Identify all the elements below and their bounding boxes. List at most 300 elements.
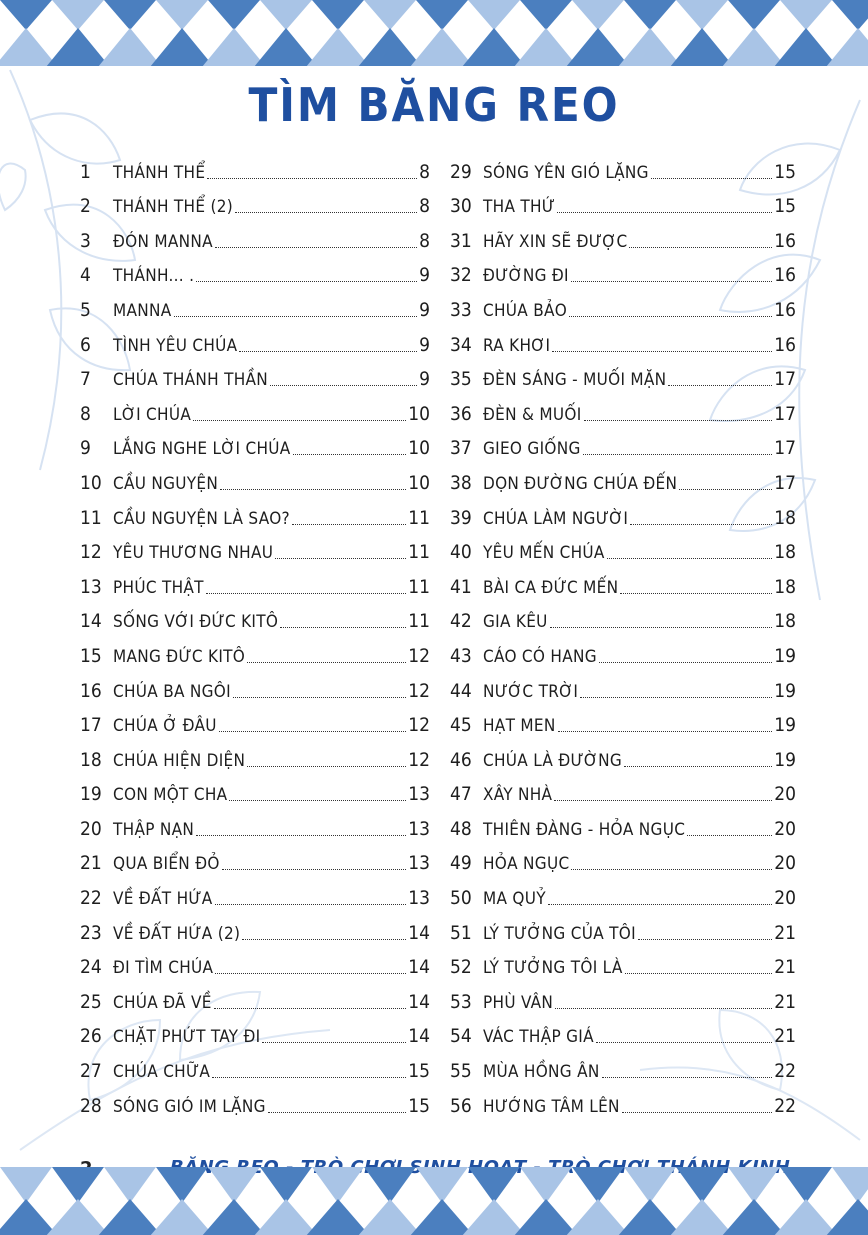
toc-entry-number: 42 [450, 610, 472, 633]
toc-entry-page: 8 [419, 229, 430, 252]
toc-entry-page: 22 [774, 1060, 796, 1083]
toc-entry-title: HỎA NGỤC [483, 854, 570, 875]
toc-entry-page: 22 [774, 1094, 796, 1117]
toc-entry [450, 739, 796, 774]
toc-entry-number: 56 [450, 1094, 472, 1117]
toc-entry-number: 41 [450, 575, 472, 598]
toc-entry-page: 13 [408, 852, 430, 875]
dot-leader [215, 973, 406, 974]
border-triangle [255, 28, 317, 66]
toc-entry [80, 1050, 430, 1085]
border-triangle [515, 1199, 577, 1235]
toc-entry [450, 601, 796, 636]
toc-entry-page: 9 [419, 368, 430, 391]
toc-entry-number: 6 [80, 333, 91, 356]
toc-entry-page: 9 [419, 264, 430, 287]
toc-entry-page: 17 [774, 402, 796, 425]
dot-leader [558, 731, 773, 732]
toc-entry-title: CHÚA BẢO [483, 300, 568, 321]
toc-entry [80, 359, 430, 394]
toc-entry-number: 10 [80, 471, 102, 494]
toc-entry [450, 1050, 796, 1085]
toc-entry-page: 10 [408, 437, 430, 460]
toc-entry-title: CON MỘT CHA [113, 785, 228, 806]
toc-entry-page: 15 [774, 195, 796, 218]
toc-entry-number: 45 [450, 714, 472, 737]
toc-entry-page: 21 [774, 990, 796, 1013]
toc-entry-title: VỀ ĐẤT HỨA [113, 889, 213, 910]
toc-left-column [80, 151, 430, 1120]
border-triangle [260, 0, 312, 30]
toc-entry-number: 4 [80, 264, 91, 287]
toc-entry-number: 18 [80, 748, 102, 771]
dot-leader [607, 558, 773, 559]
toc-entry-title: TÌNH YÊU CHÚA [113, 335, 238, 356]
toc-entry-page: 21 [774, 921, 796, 944]
dot-leader [571, 281, 772, 282]
toc-entry-page: 12 [408, 748, 430, 771]
dot-leader [262, 1042, 406, 1043]
toc-entry-title: GIA KÊU [483, 612, 548, 633]
toc-entry-number: 54 [450, 1025, 472, 1048]
toc-entry [450, 359, 796, 394]
toc-entry-title: CẦU NGUYỆN [113, 473, 219, 494]
toc-entry-title: CHÚA LÀ ĐƯỜNG [483, 750, 623, 771]
toc-entry [80, 635, 430, 670]
dot-leader [599, 662, 772, 663]
toc-entry-title: XÂY NHÀ [483, 785, 553, 806]
border-triangle [463, 1199, 525, 1235]
border-triangle [468, 0, 520, 30]
toc-entry-page: 19 [774, 714, 796, 737]
toc-entry-title: SÓNG YÊN GIÓ LẶNG [483, 162, 649, 183]
toc-entry-title: ĐÈN SÁNG - MUỐI MẶN [483, 370, 667, 391]
toc-entry-title: THA THỨ [483, 197, 556, 218]
border-triangle [0, 1199, 57, 1235]
toc-entry-page: 17 [774, 368, 796, 391]
toc-entry [450, 877, 796, 912]
toc-entry [80, 877, 430, 912]
dot-leader [580, 697, 772, 698]
toc-entry-number: 44 [450, 679, 472, 702]
toc-entry-number: 8 [80, 402, 91, 425]
border-triangle [151, 28, 213, 66]
toc-entry-number: 1 [80, 160, 91, 183]
toc-entry-page: 19 [774, 679, 796, 702]
border-triangle [780, 0, 832, 30]
toc-entry [80, 497, 430, 532]
dot-leader [668, 385, 772, 386]
dot-leader [622, 1112, 772, 1113]
dot-leader [602, 1077, 773, 1078]
toc-entry-title: CHÚA ĐÃ VỀ [113, 992, 212, 1013]
dot-leader [557, 212, 772, 213]
toc-entry-page: 20 [774, 817, 796, 840]
border-triangle [567, 1199, 629, 1235]
toc-entry-number: 19 [80, 783, 102, 806]
dot-leader [624, 766, 772, 767]
border-triangle [468, 1167, 520, 1203]
dot-leader [293, 454, 407, 455]
toc-entry [80, 289, 430, 324]
toc-entry-page: 15 [408, 1060, 430, 1083]
border-triangle [99, 28, 161, 66]
dot-leader [550, 627, 773, 628]
toc-entry-number: 13 [80, 575, 102, 598]
toc-entry [450, 774, 796, 809]
toc-entry-number: 27 [80, 1060, 102, 1083]
toc-entry-title: ĐÈN & MUỐI [483, 404, 582, 425]
toc-entry-number: 17 [80, 714, 102, 737]
toc-entry-number: 48 [450, 817, 472, 840]
border-triangle [780, 1167, 832, 1203]
toc-entry [80, 981, 430, 1016]
dot-leader [215, 247, 417, 248]
toc-entry-number: 29 [450, 160, 472, 183]
toc-entry-title: CHÚA LÀM NGƯỜI [483, 508, 629, 529]
toc-entry [450, 705, 796, 740]
toc-entry [450, 462, 796, 497]
border-triangle [775, 1199, 837, 1235]
dot-leader [207, 178, 417, 179]
toc-entry [80, 532, 430, 567]
toc-entry-number: 26 [80, 1025, 102, 1048]
border-triangle [307, 28, 369, 66]
toc-entry-title: CHÚA HIỆN DIỆN [113, 750, 246, 771]
toc-entry [450, 324, 796, 359]
dot-leader [212, 1077, 406, 1078]
border-triangle [520, 0, 572, 30]
toc-entry-number: 24 [80, 956, 102, 979]
toc-entry-page: 8 [419, 160, 430, 183]
toc-entry-number: 43 [450, 644, 472, 667]
dot-leader [584, 420, 773, 421]
toc-entry-page: 21 [774, 1025, 796, 1048]
border-triangle [156, 0, 208, 30]
toc-entry [450, 808, 796, 843]
border-triangle [208, 0, 260, 30]
toc-entry [80, 255, 430, 290]
toc-entry-title: ĐÓN MANNA [113, 231, 213, 252]
toc-entry [80, 393, 430, 428]
toc-entry [450, 1016, 796, 1051]
toc-entry-page: 19 [774, 644, 796, 667]
dot-leader [554, 800, 772, 801]
border-triangle [827, 1199, 868, 1235]
toc-entry-title: MANG ĐỨC KITÔ [113, 646, 246, 667]
toc-entry-number: 37 [450, 437, 472, 460]
toc-entry [80, 912, 430, 947]
toc-entry [80, 324, 430, 359]
toc-entry-title: THÁNH THỂ (2) [113, 197, 234, 218]
border-triangle [312, 0, 364, 30]
page-title: TÌM BĂNG REO [248, 78, 620, 132]
border-triangle [832, 0, 868, 30]
border-triangle [208, 1167, 260, 1203]
toc-entry-number: 2 [80, 195, 91, 218]
toc-entry-title: PHÚC THẬT [113, 577, 204, 598]
dot-leader [222, 869, 407, 870]
border-triangle [312, 1167, 364, 1203]
border-triangle [515, 28, 577, 66]
toc-entry [80, 774, 430, 809]
border-triangle [676, 1167, 728, 1203]
toc-entry-page: 10 [408, 471, 430, 494]
toc-entry-title: THÁNH... . [113, 266, 195, 287]
border-triangle [624, 1167, 676, 1203]
dot-leader [220, 489, 406, 490]
border-triangle [572, 1167, 624, 1203]
toc-entry-page: 9 [419, 333, 430, 356]
border-triangle [52, 1167, 104, 1203]
toc-entry-title: YÊU MẾN CHÚA [483, 543, 605, 564]
toc-entry-number: 47 [450, 783, 472, 806]
toc-entry-title: CHÚA BA NGÔI [113, 681, 231, 702]
toc-entry-title: NƯỚC TRỜI [483, 681, 579, 702]
toc-entry-title: MÙA HỒNG ÂN [483, 1062, 600, 1083]
toc-entry-number: 53 [450, 990, 472, 1013]
border-triangle [0, 1167, 52, 1203]
toc-entry-title: THIÊN ĐÀNG - HỎA NGỤC [483, 819, 686, 840]
dot-leader [555, 1008, 772, 1009]
toc-entry [450, 186, 796, 221]
dot-leader [651, 178, 772, 179]
toc-entry [80, 186, 430, 221]
toc-entry-page: 14 [408, 1025, 430, 1048]
toc-entry [450, 635, 796, 670]
toc-entry-page: 17 [774, 471, 796, 494]
toc-entry-title: LẮNG NGHE LỜI CHÚA [113, 439, 291, 460]
toc-entry-page: 14 [408, 956, 430, 979]
toc-entry-page: 16 [774, 229, 796, 252]
dot-leader [235, 212, 417, 213]
toc-entry-title: CHÚA THÁNH THẦN [113, 370, 269, 391]
toc-entry-number: 5 [80, 298, 91, 321]
toc-entry-page: 14 [408, 921, 430, 944]
dot-leader [625, 973, 773, 974]
border-triangle [203, 1199, 265, 1235]
dot-leader [268, 1112, 406, 1113]
dot-leader [620, 593, 772, 594]
toc-right-column [450, 151, 796, 1120]
border-triangle [832, 1167, 868, 1203]
border-triangle [671, 1199, 733, 1235]
toc-entry-number: 20 [80, 817, 102, 840]
toc-entry-number: 46 [450, 748, 472, 771]
dot-leader [214, 1008, 407, 1009]
dot-leader [596, 1042, 772, 1043]
toc-entry [80, 462, 430, 497]
toc-entry-number: 50 [450, 887, 472, 910]
dot-leader [687, 835, 772, 836]
toc-entry-page: 15 [774, 160, 796, 183]
toc-entry-page: 20 [774, 783, 796, 806]
toc-entry [450, 428, 796, 463]
dot-leader [571, 869, 772, 870]
dot-leader [280, 627, 406, 628]
toc-entry-title: SÓNG GIÓ IM LẶNG [113, 1096, 266, 1117]
toc-entry-title: MA QUỶ [483, 889, 546, 910]
toc-entry-page: 16 [774, 333, 796, 356]
border-triangle [0, 0, 52, 30]
border-triangle [307, 1199, 369, 1235]
toc-entry-page: 13 [408, 783, 430, 806]
toc-entry [80, 428, 430, 463]
border-triangle [723, 1199, 785, 1235]
dot-leader [242, 939, 406, 940]
border-triangle [47, 1199, 109, 1235]
toc-entry-page: 19 [774, 748, 796, 771]
border-triangle [671, 28, 733, 66]
toc-entry-number: 23 [80, 921, 102, 944]
toc-entry [80, 843, 430, 878]
border-triangle [728, 1167, 780, 1203]
border-triangle [364, 0, 416, 30]
dot-leader [629, 247, 772, 248]
toc-entry-page: 21 [774, 956, 796, 979]
toc-entry-page: 20 [774, 887, 796, 910]
toc-entry-page: 17 [774, 437, 796, 460]
toc-entry-number: 11 [80, 506, 102, 529]
dot-leader [239, 351, 417, 352]
toc-entry-title: HÃY XIN SẼ ĐƯỢC [483, 231, 628, 252]
border-triangle [151, 1199, 213, 1235]
toc-entry-title: GIEO GIỐNG [483, 439, 581, 460]
dot-leader [219, 731, 407, 732]
toc-entry-number: 25 [80, 990, 102, 1013]
toc-entry-number: 28 [80, 1094, 102, 1117]
border-triangle [619, 28, 681, 66]
toc-entry-page: 9 [419, 298, 430, 321]
border-triangle [416, 1167, 468, 1203]
toc-entry-title: THẬP NẠN [113, 819, 195, 840]
bottom-triangle-border [0, 1163, 868, 1235]
border-triangle [723, 28, 785, 66]
toc-entry-number: 49 [450, 852, 472, 875]
border-triangle [624, 0, 676, 30]
toc-entry-number: 22 [80, 887, 102, 910]
running-footer: CHƠI [597, 1157, 651, 1178]
toc-entry-page: 18 [774, 541, 796, 564]
toc-entry-title: QUA BIỂN ĐỎ [113, 854, 220, 875]
toc-entry-number: 31 [450, 229, 472, 252]
border-triangle [775, 28, 837, 66]
toc-entry-number: 21 [80, 852, 102, 875]
dot-leader [196, 281, 417, 282]
dot-leader [270, 385, 417, 386]
toc-entry-page: 11 [408, 541, 430, 564]
border-triangle [416, 0, 468, 30]
toc-entry [450, 255, 796, 290]
border-triangle [676, 0, 728, 30]
border-triangle [411, 28, 473, 66]
toc-entry [450, 289, 796, 324]
toc-entry [80, 566, 430, 601]
toc-entry-number: 55 [450, 1060, 472, 1083]
toc-entry-page: 16 [774, 298, 796, 321]
toc-entry-number: 16 [80, 679, 102, 702]
dot-leader [215, 904, 407, 905]
toc-entry [80, 601, 430, 636]
toc-entry-title: PHÙ VÂN [483, 992, 554, 1013]
toc-entry-number: 15 [80, 644, 102, 667]
border-triangle [255, 1199, 317, 1235]
toc-entry [80, 1085, 430, 1120]
border-triangle [260, 1167, 312, 1203]
toc-entry-page: 13 [408, 887, 430, 910]
toc-entry-title: ĐI TÌM CHÚA [113, 958, 214, 979]
toc-entry-number: 36 [450, 402, 472, 425]
toc-entry-page: 10 [408, 402, 430, 425]
dot-leader [174, 316, 418, 317]
toc-entry [450, 532, 796, 567]
border-triangle [104, 1167, 156, 1203]
border-triangle [619, 1199, 681, 1235]
toc-entry-page: 12 [408, 644, 430, 667]
border-triangle [0, 28, 57, 66]
toc-entry-title: CHÚA Ở ĐÂU [113, 716, 217, 737]
toc-entry [80, 947, 430, 982]
dot-leader [193, 420, 406, 421]
dot-leader [638, 939, 772, 940]
toc-entry-number: 52 [450, 956, 472, 979]
toc-entry-title: LÝ TƯỞNG TÔI LÀ [483, 958, 623, 979]
toc-entry-number: 3 [80, 229, 91, 252]
toc-entry [450, 393, 796, 428]
toc-entry [450, 670, 796, 705]
toc-entry-number: 51 [450, 921, 472, 944]
toc-entry-page: 18 [774, 506, 796, 529]
toc-entry-title: THÁNH THỂ [113, 162, 206, 183]
border-triangle [99, 1199, 161, 1235]
toc-entry [450, 497, 796, 532]
toc-entry-title: RA KHƠI [483, 335, 551, 356]
border-triangle [203, 28, 265, 66]
toc-entry [450, 151, 796, 186]
dot-leader [569, 316, 772, 317]
toc-entry-page: 11 [408, 610, 430, 633]
toc-entry-number: 40 [450, 541, 472, 564]
toc-entry [80, 670, 430, 705]
border-triangle [567, 28, 629, 66]
toc-entry-title: YÊU THƯƠNG NHAU [113, 543, 274, 564]
toc-entry [450, 220, 796, 255]
toc-entry-page: 18 [774, 575, 796, 598]
toc-entry-number: 12 [80, 541, 102, 564]
toc-entry-number: 9 [80, 437, 91, 460]
dot-leader [630, 524, 772, 525]
toc-entry-number: 39 [450, 506, 472, 529]
toc-entry [80, 739, 430, 774]
border-triangle [572, 0, 624, 30]
toc-entry-title: CẦU NGUYỆN LÀ SAO? [113, 508, 290, 529]
toc-entry [80, 1016, 430, 1051]
dot-leader [552, 351, 772, 352]
toc-entry [450, 566, 796, 601]
toc-entry-title: VÁC THẬP GIÁ [483, 1027, 594, 1048]
border-triangle [104, 0, 156, 30]
toc-entry-title: ĐƯỜNG ĐI [483, 266, 569, 287]
border-triangle [52, 0, 104, 30]
toc-entry [450, 912, 796, 947]
toc-entry-number: 34 [450, 333, 472, 356]
dot-leader [679, 489, 772, 490]
dot-leader [206, 593, 406, 594]
dot-leader [275, 558, 406, 559]
border-triangle [156, 1167, 208, 1203]
toc-entry-title: LỜI CHÚA [113, 404, 192, 425]
toc-entry-number: 32 [450, 264, 472, 287]
